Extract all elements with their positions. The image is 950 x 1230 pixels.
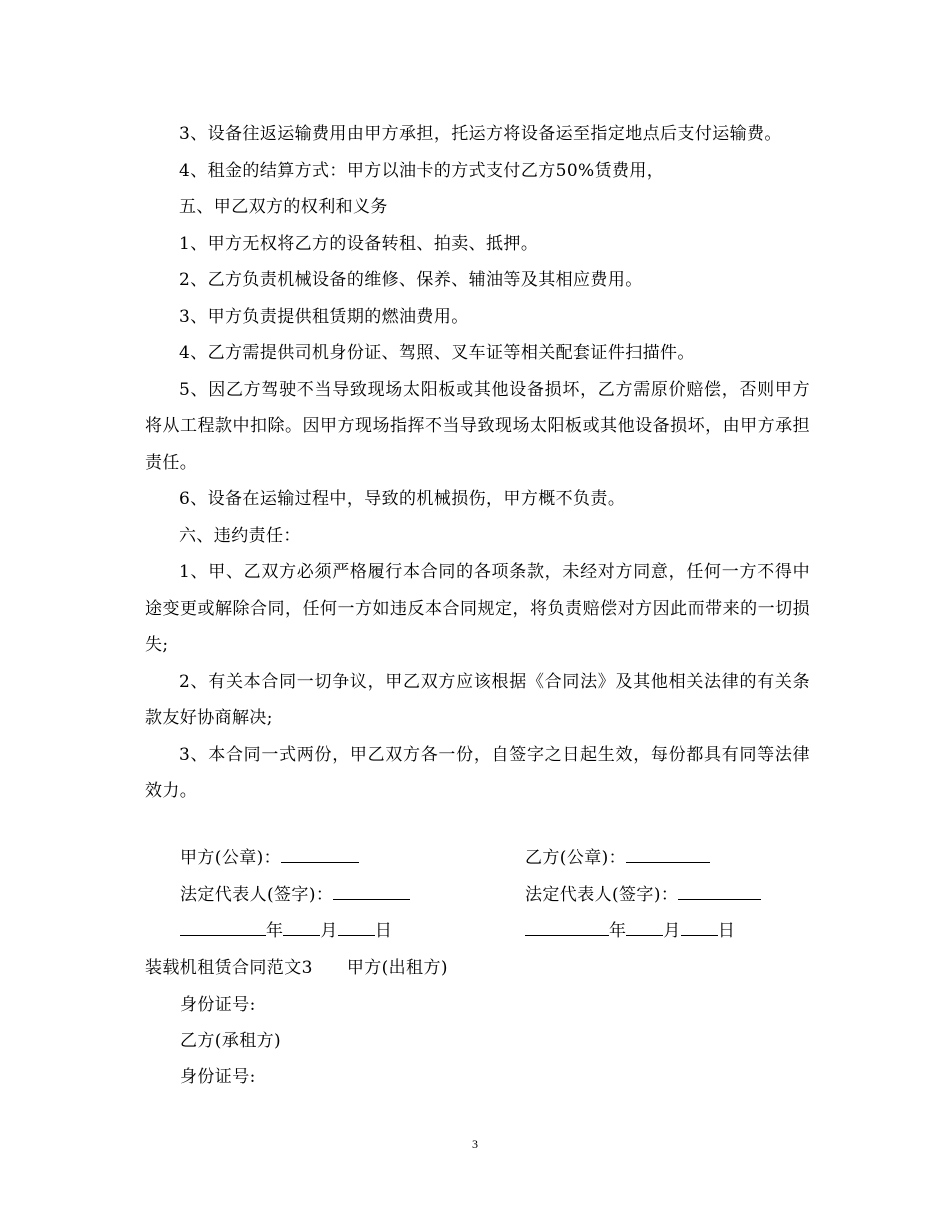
lessor-id-line [180, 987, 256, 1024]
day-b-blank [681, 921, 718, 936]
month-a-label: 月 [320, 921, 338, 941]
paragraph: 3、设备往返运输费用由甲方承担，托运方将设备运至指定地点后支付运输费。 [179, 124, 782, 144]
lessor-id-label: 身份证号: [180, 995, 256, 1015]
lessee-line [180, 1023, 281, 1060]
year-b-label: 年 [609, 921, 627, 941]
party-b-seal-blank [626, 848, 710, 863]
contract-body [145, 116, 810, 810]
date-b-line [525, 913, 735, 950]
lessee-label: 乙方(承租方) [180, 1031, 282, 1051]
month-b-blank [626, 921, 663, 936]
paragraph: 3、甲方负责提供租赁期的燃油费用。 [179, 306, 469, 327]
legal-rep-a-label: 法定代表人(签字)： [180, 885, 334, 905]
party-a-seal-blank [281, 848, 359, 863]
party-b-seal-line [525, 840, 710, 877]
paragraph: 4、租金的结算方式：甲方以油卡的方式支付乙方50%赁费用， [179, 160, 665, 181]
month-b-label: 月 [663, 921, 681, 941]
next-contract-title: 装载机租赁合同范文3 [145, 958, 313, 978]
paragraph: 1、甲、乙双方必须严格履行本合同的各项条款，未经对方同意，任何一方不得中途变更或解除合同，任何一方如违反本合同规定，将负责赔偿对方因此而带来的一切损失; [145, 562, 810, 655]
paragraph: 4、乙方需提供司机身份证、驾照、叉车证等相关配套证件扫描件。 [179, 343, 695, 363]
paragraph: 6、设备在运输过程中，导致的机械损伤，甲方概不负责。 [179, 489, 626, 509]
paragraph: 2、有关本合同一切争议，甲乙双方应该根据《合同法》及其他相关法律的有关条款友好协商解决; [145, 671, 810, 728]
party-b-seal-label: 乙方(公章)： [525, 848, 627, 868]
legal-rep-a-blank [333, 885, 410, 900]
year-a-blank [180, 921, 266, 936]
paragraph: 5、因乙方驾驶不当导致现场太阳板或其他设备损坏，乙方需原价赔偿，否则甲方将从工程款中扣除。因甲方现场指挥不当导致现场太阳板或其他设备损坏，由甲方承担责任。 [145, 379, 810, 473]
year-a-label: 年 [266, 921, 284, 941]
date-a-line [180, 913, 392, 950]
paragraph: 3、本合同一式两份，甲乙双方各一份，自签字之日起生效，每份都具有同等法律效力。 [145, 744, 810, 801]
year-b-blank [525, 921, 609, 936]
next-contract-heading [145, 950, 448, 987]
lessee-id-line [180, 1059, 256, 1096]
legal-rep-b-label: 法定代表人(签字)： [525, 885, 679, 905]
month-a-blank [283, 921, 320, 936]
page-number: 3 [472, 1137, 478, 1151]
party-a-seal-line [180, 840, 359, 877]
legal-rep-a-line [180, 877, 410, 914]
legal-rep-b-line [525, 877, 761, 914]
section-heading: 六、违约责任： [179, 525, 301, 546]
lessee-id-label: 身份证号: [180, 1067, 256, 1087]
section-heading: 五、甲乙双方的权利和义务 [179, 197, 388, 217]
lessor-label: 甲方(出租方) [346, 958, 448, 978]
paragraph: 2、乙方负责机械设备的维修、保养、辅油等及其相应费用。 [179, 270, 643, 290]
day-a-label: 日 [374, 921, 393, 941]
party-a-seal-label: 甲方(公章)： [180, 848, 282, 868]
paragraph: 1、甲方无权将乙方的设备转租、拍卖、抵押。 [179, 233, 539, 254]
legal-rep-b-blank [678, 885, 761, 900]
day-a-blank [338, 921, 375, 936]
day-b-label: 日 [717, 921, 736, 941]
